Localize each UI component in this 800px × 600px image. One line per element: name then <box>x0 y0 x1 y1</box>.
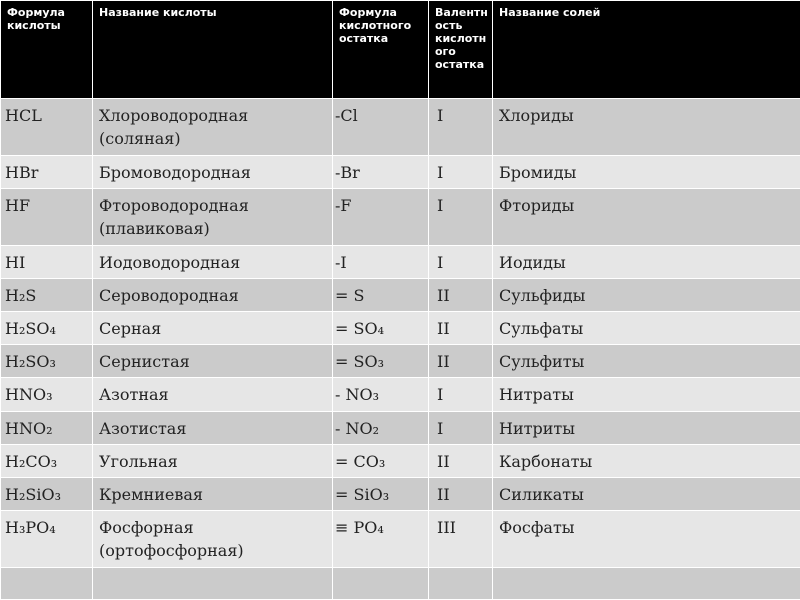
table-row <box>1 411 800 444</box>
salt-name-cell: Сульфиды <box>493 279 800 312</box>
residue-formula-cell: -I <box>333 245 429 278</box>
residue-formula-cell: - NO₂ <box>333 411 429 444</box>
residue-formula-cell: = SO₄ <box>333 312 429 345</box>
header-acid-name: Название кислоты <box>93 1 333 99</box>
acid-name-cell: Кремниевая <box>93 477 333 510</box>
table-row <box>1 155 800 188</box>
residue-formula-cell: -F <box>333 189 429 246</box>
valence-cell: II <box>429 444 493 477</box>
acid-formula-cell: H₂SO₃ <box>1 345 93 378</box>
table-row <box>1 567 800 599</box>
acid-formula-cell: H₂S <box>1 279 93 312</box>
acid-formula-cell <box>1 567 93 599</box>
table-row <box>1 444 800 477</box>
table-row <box>1 510 800 567</box>
acid-name-cell: Сернистая <box>93 345 333 378</box>
valence-cell: I <box>429 189 493 246</box>
acid-name-cell: Серная <box>93 312 333 345</box>
acid-formula-cell: HI <box>1 245 93 278</box>
acid-name-cell: Иодоводородная <box>93 245 333 278</box>
acid-name-cell: Угольная <box>93 444 333 477</box>
residue-formula-cell: ≡ PO₄ <box>333 510 429 567</box>
acid-name-cell: Бромоводородная <box>93 155 333 188</box>
residue-formula-cell: -Br <box>333 155 429 188</box>
valence-cell: I <box>429 411 493 444</box>
header-acid-formula: Формула кислоты <box>1 1 93 99</box>
table-row <box>1 378 800 411</box>
acid-formula-cell: HNO₃ <box>1 378 93 411</box>
table-header <box>1 1 800 99</box>
valence-cell: III <box>429 510 493 567</box>
salt-name-cell: Иодиды <box>493 245 800 278</box>
table-body <box>1 99 800 600</box>
valence-cell: I <box>429 99 493 156</box>
residue-formula-cell: = S <box>333 279 429 312</box>
residue-formula-cell: - NO₃ <box>333 378 429 411</box>
acid-formula-cell: HBr <box>1 155 93 188</box>
acid-formula-cell: HF <box>1 189 93 246</box>
salt-name-cell: Нитраты <box>493 378 800 411</box>
table-row <box>1 345 800 378</box>
valence-cell: I <box>429 155 493 188</box>
header-row <box>1 1 800 99</box>
residue-formula-cell <box>333 567 429 599</box>
acid-formula-cell: H₂SO₄ <box>1 312 93 345</box>
acid-formula-cell: H₂CO₃ <box>1 444 93 477</box>
acid-formula-cell: H₂SiO₃ <box>1 477 93 510</box>
table-row <box>1 279 800 312</box>
acid-formula-cell: HCL <box>1 99 93 156</box>
salt-name-cell: Бромиды <box>493 155 800 188</box>
acid-formula-cell: HNO₂ <box>1 411 93 444</box>
salt-name-cell: Хлориды <box>493 99 800 156</box>
valence-cell: II <box>429 345 493 378</box>
valence-cell: II <box>429 477 493 510</box>
table-row <box>1 189 800 246</box>
header-salt-name: Название солей <box>493 1 800 99</box>
acid-name-cell: Азотистая <box>93 411 333 444</box>
valence-cell: II <box>429 312 493 345</box>
salt-name-cell: Нитриты <box>493 411 800 444</box>
acid-name-cell <box>93 567 333 599</box>
header-residue-formula: Формула кислотного остатка <box>333 1 429 99</box>
salt-name-cell: Сульфиты <box>493 345 800 378</box>
acid-name-cell: Азотная <box>93 378 333 411</box>
table-row <box>1 245 800 278</box>
residue-formula-cell: = SO₃ <box>333 345 429 378</box>
table-row <box>1 312 800 345</box>
acid-name-cell: Фтороводородная (плавиковая) <box>93 189 333 246</box>
salt-name-cell <box>493 567 800 599</box>
valence-cell: I <box>429 245 493 278</box>
acid-name-cell: Фосфорная (ортофосфорная) <box>93 510 333 567</box>
acid-name-cell: Хлороводородная (соляная) <box>93 99 333 156</box>
residue-formula-cell: = CO₃ <box>333 444 429 477</box>
table-row <box>1 99 800 156</box>
valence-cell: II <box>429 279 493 312</box>
salt-name-cell: Сульфаты <box>493 312 800 345</box>
valence-cell: I <box>429 378 493 411</box>
table-row <box>1 477 800 510</box>
salt-name-cell: Фосфаты <box>493 510 800 567</box>
salt-name-cell: Карбонаты <box>493 444 800 477</box>
salt-name-cell: Силикаты <box>493 477 800 510</box>
residue-formula-cell: = SiO₃ <box>333 477 429 510</box>
salt-name-cell: Фториды <box>493 189 800 246</box>
valence-cell <box>429 567 493 599</box>
header-residue-valence: Валентность кислотного остатка <box>429 1 493 99</box>
acid-name-cell: Сероводородная <box>93 279 333 312</box>
acid-formula-cell: H₃PO₄ <box>1 510 93 567</box>
residue-formula-cell: -Cl <box>333 99 429 156</box>
